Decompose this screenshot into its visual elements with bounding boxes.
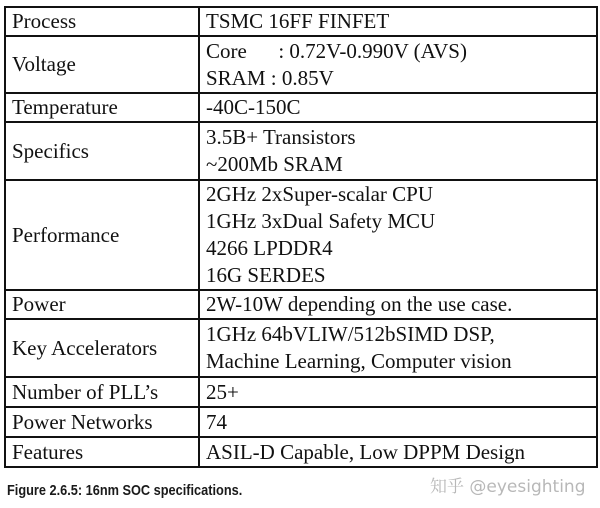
spec-value-line: Core : 0.72V-0.990V (AVS) (206, 38, 467, 63)
spec-value (199, 122, 597, 180)
table-row (5, 122, 597, 180)
spec-value-line: 25+ (206, 379, 239, 404)
spec-value (199, 7, 597, 36)
spec-value-line: SRAM : 0.85V (206, 65, 334, 90)
table-row (5, 36, 597, 93)
spec-value-line: 4266 LPDDR4 (206, 236, 333, 260)
spec-value-line: 3.5B+ Transistors (206, 125, 356, 149)
spec-label: Key Accelerators (5, 319, 199, 377)
table-row (5, 407, 597, 437)
spec-value (199, 290, 597, 319)
table-row (5, 7, 597, 36)
spec-value-line: ASIL-D Capable, Low DPPM Design (206, 439, 526, 464)
spec-value-line: ~200Mb SRAM (206, 152, 343, 176)
figure-caption: Figure 2.6.5: 16nm SOC specifications. (7, 482, 243, 499)
spec-value (199, 319, 597, 377)
spec-label: Specifics (5, 122, 199, 180)
spec-label: Power (5, 290, 199, 319)
spec-value (199, 180, 597, 290)
table-row (5, 319, 597, 377)
table-row (5, 437, 597, 467)
spec-value (199, 407, 597, 437)
spec-value-line: 1GHz 64bVLIW/512bSIMD DSP, (206, 322, 495, 346)
spec-value-line: -40C-150C (206, 95, 301, 119)
watermark: 知乎 @eyesighting (430, 477, 586, 497)
spec-value (199, 437, 597, 467)
spec-value-line: 74 (206, 409, 227, 434)
spec-table (4, 6, 598, 468)
spec-label: Voltage (5, 36, 199, 93)
spec-label: Features (5, 437, 199, 467)
spec-label: Performance (5, 180, 199, 290)
spec-value (199, 377, 597, 407)
table-row (5, 290, 597, 319)
spec-value-line: 16G SERDES (206, 263, 326, 287)
table-row (5, 93, 597, 122)
spec-label: Power Networks (5, 407, 199, 437)
spec-value-line: 2W-10W depending on the use case. (206, 292, 513, 316)
spec-value-line: 2GHz 2xSuper-scalar CPU (206, 182, 434, 206)
spec-value-line: 1GHz 3xDual Safety MCU (206, 209, 436, 233)
spec-label: Number of PLL’s (5, 377, 199, 407)
spec-label: Temperature (5, 93, 199, 122)
spec-label: Process (5, 7, 199, 36)
table-row (5, 180, 597, 290)
spec-value-line: Machine Learning, Computer vision (206, 349, 512, 373)
spec-value (199, 36, 597, 93)
spec-value (199, 93, 597, 122)
table-row (5, 377, 597, 407)
spec-value-line: TSMC 16FF FINFET (206, 9, 390, 33)
